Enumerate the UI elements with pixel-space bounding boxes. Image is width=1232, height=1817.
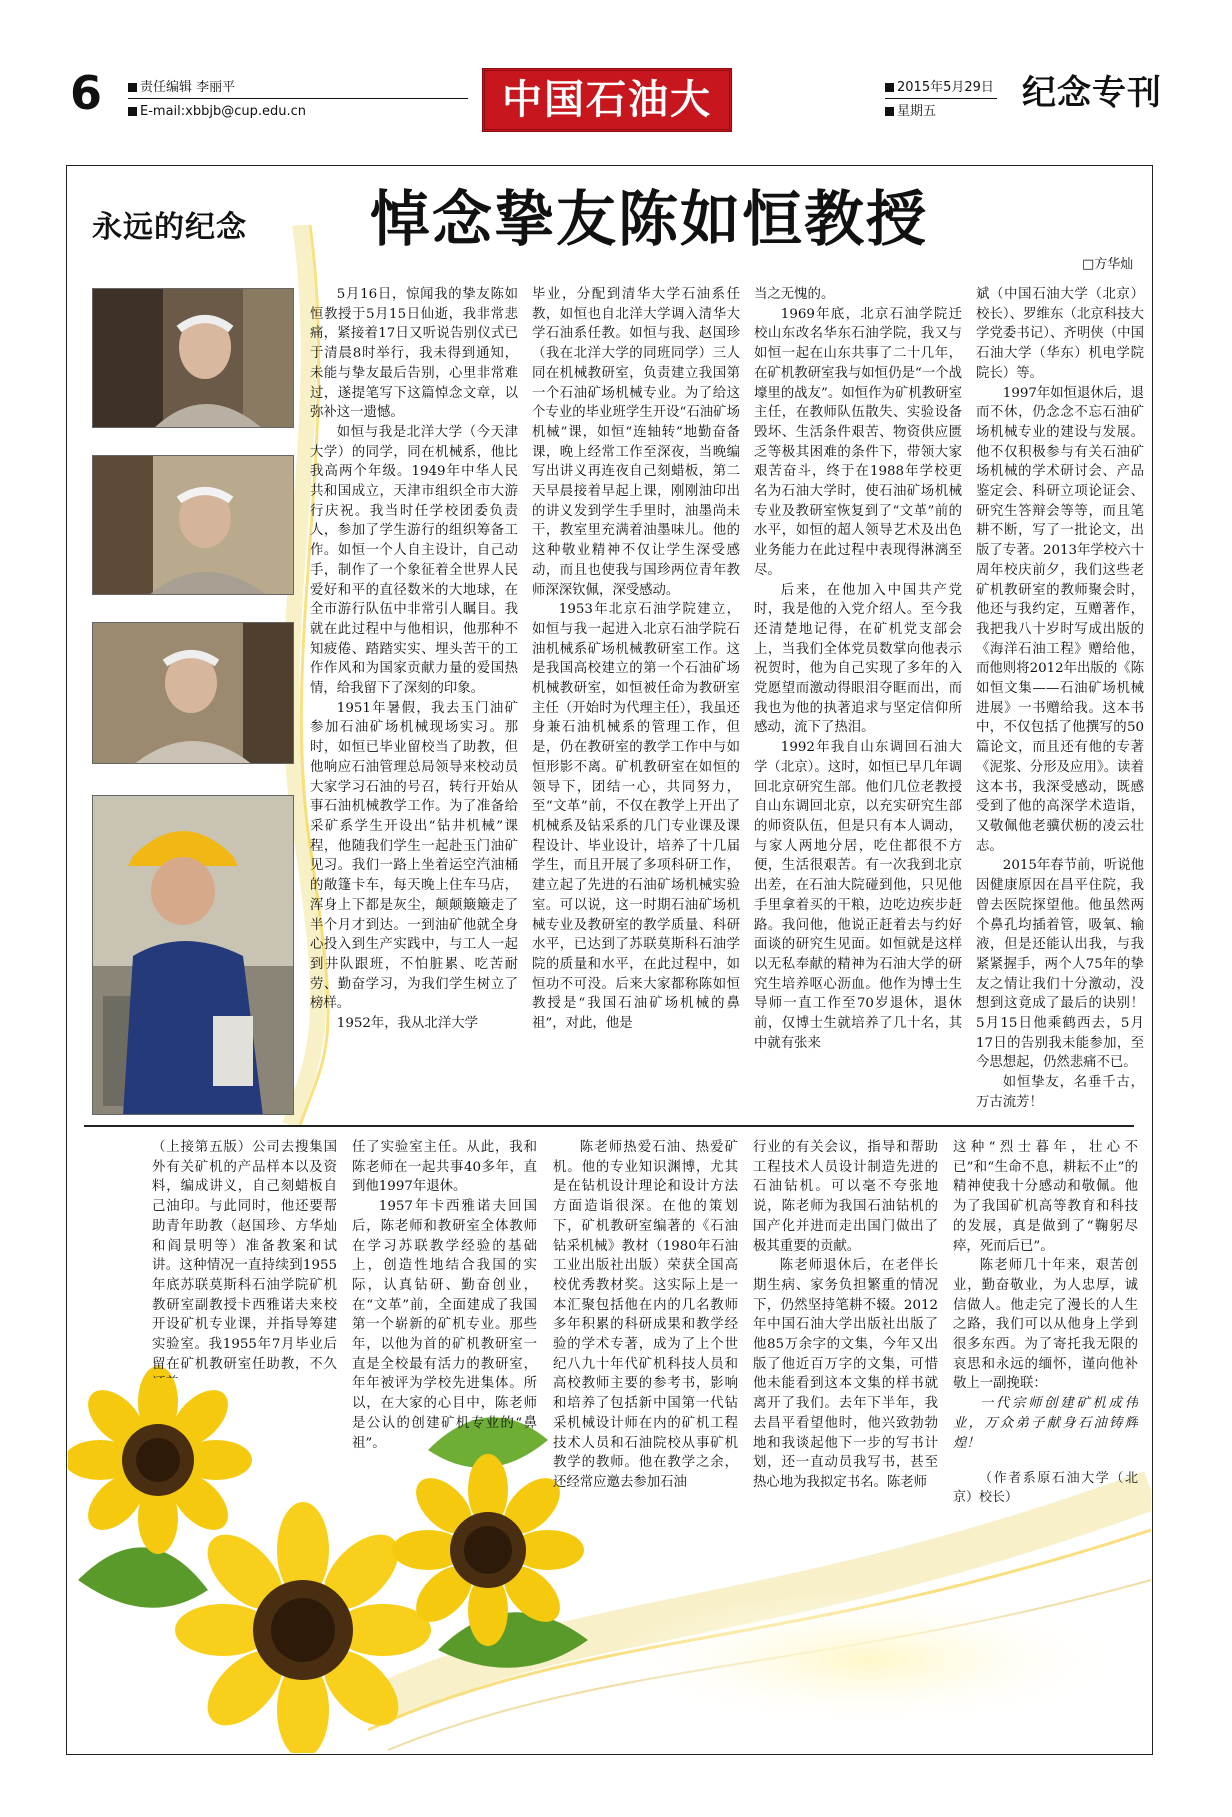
paragraph: 陈老师几十年来，艰苦创业，勤奋敬业，为人忠厚，诚信做人。他走完了漫长的人生之路，我们可以从他身上学到很多东西。为了寄托我无限的哀思和永远的缅怀，谨向他补敬上一副挽联： bbox=[953, 1258, 1138, 1392]
paragraph: （上接第五版）公司去搜集国外有关矿机的产品样本以及资料，编成讲义，自己刻蜡板自己油印。与此同时，他还要帮助青年助教（赵国珍、方华灿和阎景明等）准备教案和试讲。这种情况一直持续到1955年底苏联莫斯科石油学院矿机教研室副教授卡西雅诺夫来校开设矿机专业课，并指导筹建实验室。我1955年7月毕业后留在矿机教研室任助教，不久 bbox=[152, 1140, 337, 1372]
portrait-photo-2 bbox=[92, 455, 294, 595]
continued-column-d bbox=[753, 1138, 938, 1598]
email-line: E-mail:xbbjb@cup.edu.cn bbox=[128, 104, 306, 120]
paragraph: 1992年我自山东调回石油大学（北京）。这时，如恒已早几年调回北京研究生部。他们几位老教授自山东调回北京，以充实研究生部的师资队伍，但是只有本人调动，与家人两地分居，吃住都很不方便，生活很艰苦。有一次我到北京出差，在石油大院碰到他，只见他手里拿着买的干粮，边吃边疾步赶路。我问他，他说正赶着去与约好面谈的研究生见面。如恒就是这样以无私奉献的精神为石油大学的研究生培养呕心沥血。他作为博士生导师一直工作至70岁退休，退休前，仅博士生就培养了几十名，其中就有张来 bbox=[754, 740, 962, 1051]
header-rule bbox=[128, 98, 468, 99]
paragraph: 1997年如恒退休后，退而不休，仍念念不忘石油矿场机械专业的建设与发展。他不仅积极参与有关石油矿场机械的学术研讨会、产品鉴定会、科研立项论证会、研究生答辩会等等，而且笔耕不断，写了一批论文，出版了专著。2013年学校六十周年校庆前夕，我们这些老矿机教研室的教师聚会时，他还与我约定，互赠著作，我把我八十岁时写成出版的《海洋石油工程》赠给他，而他则将2012年出版的《陈如恒文集——石油矿场机械进展》一书赠给我。这本书中，不仅包括了他撰写的50篇论文，而且还有他的专著《泥浆、分形及应用》。读着这本书，我深受感动，既感受到了他的高深学术造诣，又敬佩他老骥伏枥的凌云壮志。 bbox=[976, 385, 1144, 854]
paragraph: 2015年春节前，听说他因健康原因在昌平住院，我曾去医院探望他。他虽然两个鼻孔均插着管，吸氧、输液，但是还能认出我，与我紧紧握手，两个人75年的挚友之情让我们十分激动，没想到这竟成了最后的诀别！5月15日他乘鹤西去，5月17日的告别我未能参加，至今思想起，仍然悲痛不已。 bbox=[976, 858, 1144, 1071]
paragraph: 5月16日，惊闻我的挚友陈如恒教授于5月15日仙逝，我非常悲痛，紧接着17日又听说告别仪式已于清晨8时举行，我未得到通知，未能与挚友最后告别，心里非常难过，遂提笔写下这篇悼念文章，以弥补这一遗憾。 bbox=[310, 287, 518, 421]
paragraph: 如恒与我是北洋大学（今天津大学）的同学，同在机械系，他比我高两个年级。1949年中华人民共和国成立，天津市组织全市大游行庆祝。我当时任学校团委负责人，参加了学生游行的组织筹备工作。如恒一个人自主设计，自己动手，制作了一个象征着全世界人民爱好和平的直径数米的大地球，在全市游行队伍中非常引人瞩目。我就在此过程中与他相识，他那种不知疲倦、踏踏实实、埋头苦干的工作作风和为国家贡献力量的爱国热情，给我留下了深刻的印象。 bbox=[310, 424, 518, 697]
paragraph: 陈老师退休后，在老伴长期生病、家务负担繁重的情况下，仍然坚持笔耕不辍。2012年中国石油大学出版社出版了他85万余字的文集，今年又出版了他近百万字的文集，可惜他未能看到这本文集的样书就离开了我们。去年下半年，我去昌平看望他时，他兴致勃勃地和我谈起他下一步的写书计划，还一直动员我写书，甚至热心地为我拟定书名。陈老师 bbox=[753, 1258, 938, 1490]
worker-photo bbox=[92, 795, 294, 1115]
byline: □方华灿 bbox=[1082, 257, 1134, 272]
paragraph: 1957年卡西雅诺夫回国后，陈老师和教研室全体教师在学习苏联教学经验的基础上，创造性地结合我国的实际，认真钻研、勤奋创业，在“文革”前，全面建成了我国第一个崭新的矿机专业。那些年，以他为首的矿机教研室一直是全校最有活力的教研室，年年被评为学校先进集体。所以，在大家的心目中，陈老师是公认的创建矿机专业的“鼻祖”。 bbox=[352, 1199, 537, 1451]
paragraph: 行业的有关会议，指导和帮助工程技术人员设计制造先进的石油钻机。可以毫不夸张地说，陈老师为我国石油钻机的国产化并进而走出国门做出了极其重要的贡献。 bbox=[753, 1140, 938, 1254]
paragraph: 1953年北京石油学院建立，如恒与我一起进入北京石油学院石油机械系矿场机械教研室工作。这是我国高校建立的第一个石油矿场机械教研室，如恒被任命为教研室主任（开始时为代理主任），我虽还身兼石油机械系的管理工作，但是，仍在教研室的教学工作中与如恒形影不离。矿机教研室在如恒的领导下，团结一心，共同努力，至“文革”前，不仅在教学上开出了机械系及钻采系的几门专业课及课程设计、毕业设计，培养了十几届学生，而且开展了多项科研工作，建立起了先进的石油矿场机械实验室。可以说，这一时期石油矿场机械专业及教研室的教学质量、科研水平，已达到了苏联莫斯科石油学院的质量和水平，在此过程中，如恒功不可没。后来大家都称陈如恒教授是“我国石油矿场机械的鼻祖”，对此，他是 bbox=[532, 602, 740, 1032]
paragraph: 陈老师热爱石油、热爱矿机。他的专业知识渊博，尤其是在钻机设计理论和设计方法方面造诣很深。在他的策划下，矿机教研室编著的《石油钻采机械》教材（1980年石油工业出版社出版）荣获全国高校优秀教材奖。这实际上是一本汇聚包括他在内的几名教师多年积累的科研成果和教学经验的学术专著，成为了上个世纪八九十年代矿机科技人员和高校教师主要的参考书，影响和培养了包括新中国第一代钻采机械设计师在内的矿机工程技术人员和石油院校从事矿机教学的教师。他在教学之余，还经常应邀去参加石油 bbox=[553, 1140, 738, 1490]
article-column-3 bbox=[754, 285, 962, 1115]
portrait-photo-icon bbox=[93, 623, 294, 764]
masthead-logo: 中国石油大学 bbox=[482, 68, 732, 132]
paragraph: 这种“烈士暮年，壮心不已”和“生命不息，耕耘不止”的精神使我十分感动和敬佩。他为了我国矿机高等教育和科技的发展，真是做到了“鞠躬尽瘁，死而后已”。 bbox=[953, 1140, 1138, 1254]
article-column-1 bbox=[310, 285, 518, 1115]
section-tag: 纪念专刊 bbox=[1022, 73, 1162, 113]
paragraph: 1969年底，北京石油学院迁校山东改名华东石油学院，我又与如恒一起在山东共事了二十几年，在矿机教研室我与如恒仍是“一个战壕里的战友”。如恒作为矿机教研室主任，在教师队伍散失、实验设备毁坏、生活条件艰苦、物资供应匮乏等极其困难的条件下，带领大家艰苦奋斗，终于在1988年学校更名为石油大学时，使石油矿场机械专业及教研室恢复到了“文革”前的水平，如恒的超人领导艺术及出色业务能力在此过程中表现得淋漓至尽。 bbox=[754, 306, 962, 578]
continued-column-c bbox=[553, 1138, 738, 1598]
date-line: 2015年5月29日 bbox=[885, 80, 994, 96]
paragraph: 后来，在他加入中国共产党时，我是他的入党介绍人。至今我还清楚地记得，在矿机党支部会上，当我们全体党员数掌向他表示祝贺时，他为自己实现了多年的入党愿望而激动得眼泪夺眶而出，而我也为他的执著追求与坚定信仰所感动，流下了热泪。 bbox=[754, 582, 962, 736]
author-note: （作者系原石油大学（北京）校长） bbox=[953, 1471, 1138, 1506]
paragraph: 毕业，分配到清华大学石油系任教，如恒也自北洋大学调入清华大学石油系任教。如恒与我、赵国珍（我在北洋大学的同班同学）三人同在机械教研室，负责建立我国第一个石油矿场机械专业。为了给这个专业的毕业班学生开设“石油矿场机械”课，如恒“连轴转”地勤奋备课，晚上经常工作至深夜，当晚编写出讲义再连夜自己刻蜡板，第二天早晨接着早起上课，刚刚油印出的讲义发到学生手里时，油墨尚未干，教室里充满着油墨味儿。他的这种敬业精神不仅让学生深受感动，而且也使我与国珍两位青年教师深深钦佩，深受感动。 bbox=[532, 287, 740, 598]
paragraph: 斌（中国石油大学（北京）校长）、罗维东（北京科技大学党委书记）、齐明侠（中国石油大学（华东）机电学院院长）等。 bbox=[976, 287, 1144, 381]
continued-column-b bbox=[352, 1138, 537, 1468]
section-divider bbox=[84, 1125, 1134, 1127]
article-column-2 bbox=[532, 285, 740, 1115]
weekday-line: 星期五 bbox=[885, 104, 936, 120]
page-number: 6 bbox=[70, 66, 101, 120]
portrait-photo-icon bbox=[93, 289, 294, 428]
portrait-photo-icon bbox=[93, 456, 294, 595]
paragraph: 1952年，我从北洋大学 bbox=[336, 1016, 478, 1032]
editor-line: 责任编辑 李丽平 bbox=[128, 80, 235, 96]
portrait-photo-1 bbox=[92, 288, 294, 428]
article-column-4 bbox=[976, 285, 1144, 1115]
header-rule-right bbox=[885, 98, 997, 99]
worker-helmet-photo-icon bbox=[93, 796, 294, 1115]
paragraph: 任了实验室主任。从此，我和陈老师在一起共事40多年，直到他1997年退休。 bbox=[352, 1140, 537, 1195]
paragraph: 如恒挚友，名垂千古，万古流芳！ bbox=[976, 1075, 1144, 1110]
article-headline: 悼念挚友陈如恒教授 bbox=[370, 185, 928, 255]
paragraph: 1951年暑假，我去玉门油矿参加石油矿场机械现场实习。那时，如恒已毕业留校当了助教，但他响应石油管理总局领导来校动员大家学习石油的号召，转行开始从事石油机械教学工作。为了准备给采矿系学生开设出“钻井机械”课程，他随我们学生一起赴玉门油矿见习。我们一路上坐着运空汽油桶的敞篷卡车，每天晚上住车马店，浑身上下都是灰尘，颠颠簸簸走了半个月才到达。一到油矿他就全身心投入到生产实践中，与工人一起到井队跟班，不怕脏累、吃苦耐劳、勤奋学习，为我们学生树立了榜样。 bbox=[310, 700, 518, 1012]
continued-column-a bbox=[152, 1138, 337, 1378]
continued-column-e bbox=[953, 1138, 1138, 1598]
column-name: 永远的纪念 bbox=[92, 210, 247, 245]
elegiac-couplet: 一代宗师创建矿机成伟业，万众弟子献身石油铸辉煌！ bbox=[953, 1396, 1138, 1451]
paragraph: 当之无愧的。 bbox=[754, 287, 835, 302]
portrait-photo-3 bbox=[92, 622, 294, 764]
